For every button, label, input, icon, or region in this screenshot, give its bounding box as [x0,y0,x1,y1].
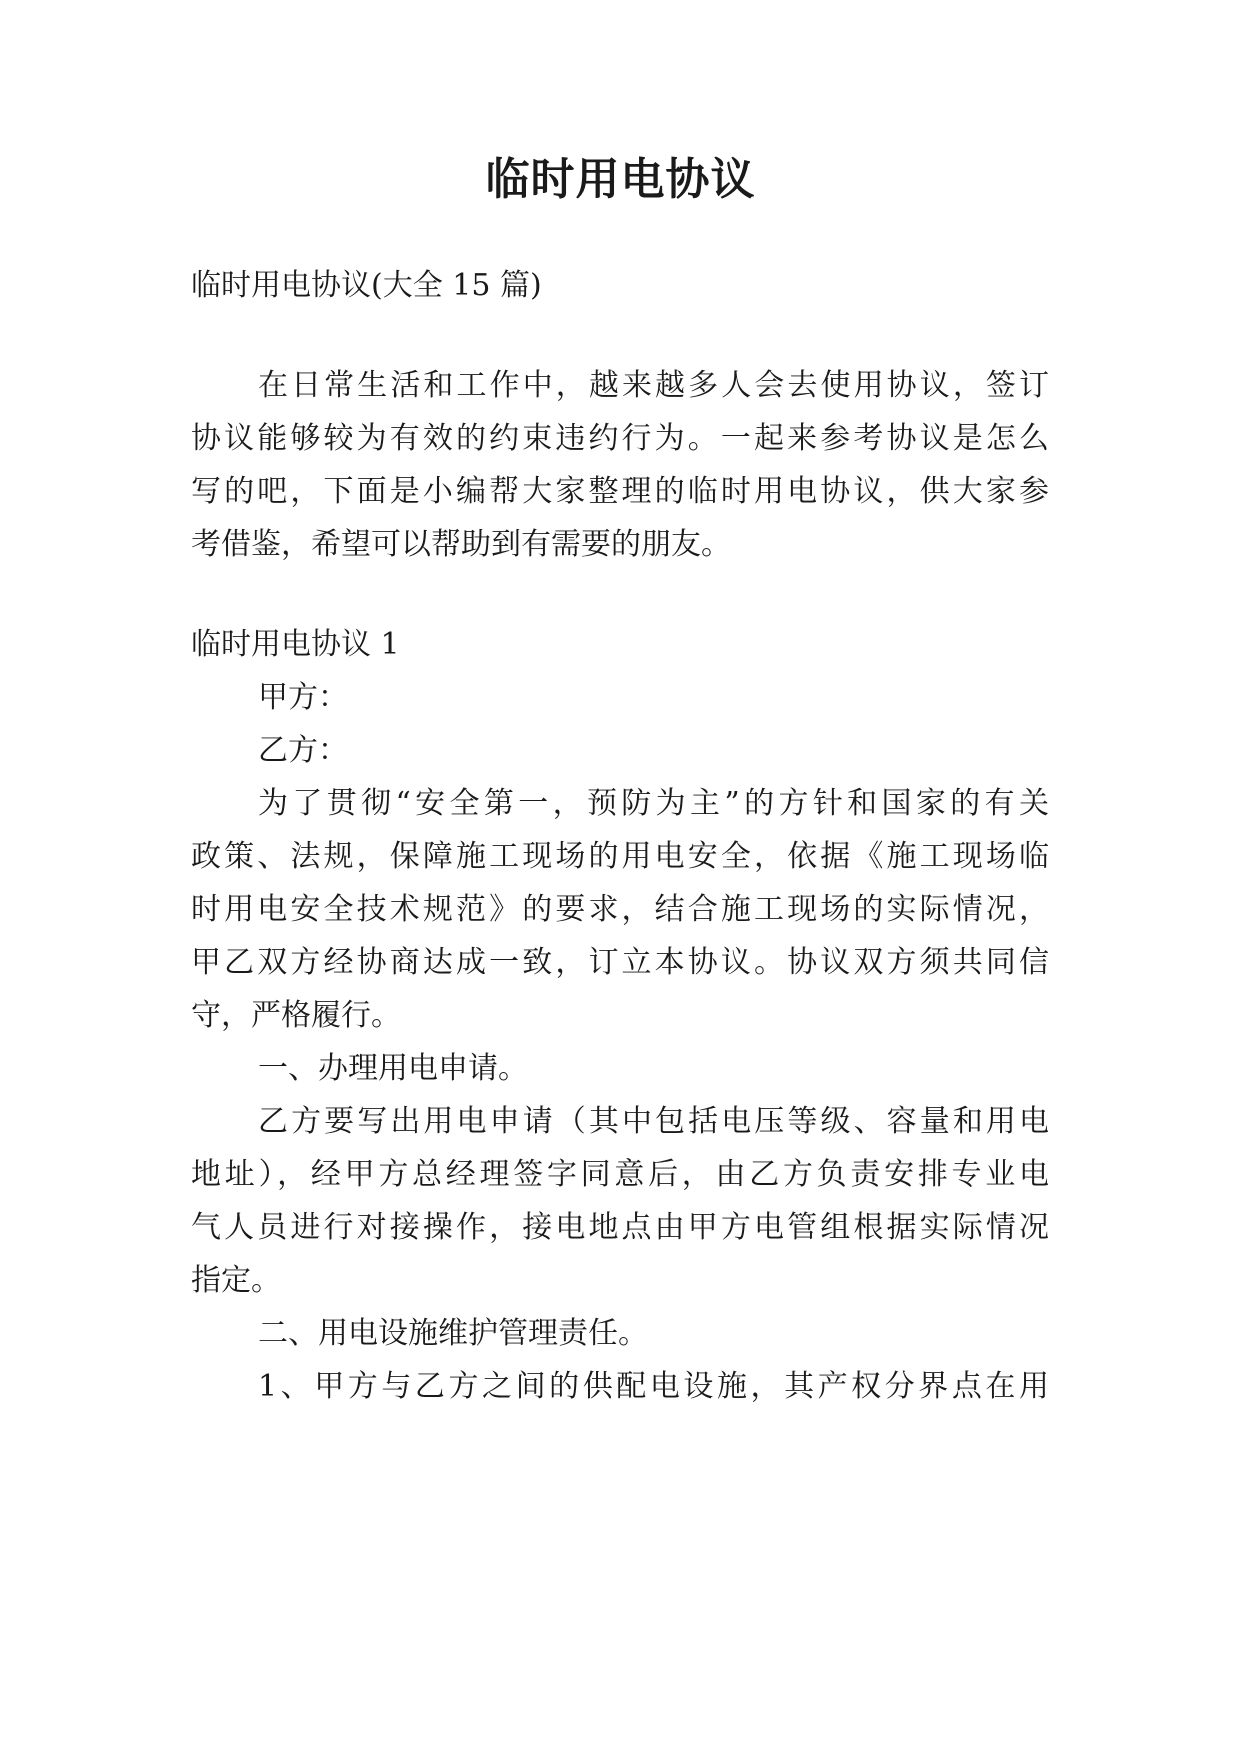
document-title: 临时用电协议 [485,154,756,205]
clause-1-line: 地址），经甲方总经理签字同意后，由乙方负责安排专业电 [191,1157,1049,1192]
intro-line: 协议能够较为有效的约束违约行为。一起来参考协议是怎么 [191,421,1049,456]
party-a-label: 甲方： [258,680,348,715]
preamble-line: 为了贯彻“安全第一，预防为主”的方针和国家的有关 [258,786,1049,821]
clause-2-heading: 二、用电设施维护管理责任。 [258,1316,648,1351]
clause-2-item-1: 1、甲方与乙方之间的供配电设施，其产权分界点在用 [258,1369,1049,1404]
clause-1-line: 气人员进行对接操作，接电地点由甲方电管组根据实际情况 [191,1210,1049,1245]
party-b-label: 乙方： [258,733,348,768]
document-subtitle: 临时用电协议(大全 15 篇) [191,268,542,303]
intro-line: 写的吧，下面是小编帮大家整理的临时用电协议，供大家参 [191,474,1049,509]
clause-1-line: 乙方要写出用电申请（其中包括电压等级、容量和用电 [258,1104,1049,1139]
clause-1-line: 指定。 [191,1263,281,1298]
preamble-line: 政策、法规，保障施工现场的用电安全，依据《施工现场临 [191,839,1049,874]
section-heading: 临时用电协议 1 [191,627,400,662]
intro-line: 考借鉴，希望可以帮助到有需要的朋友。 [191,527,731,562]
intro-line: 在日常生活和工作中，越来越多人会去使用协议，签订 [258,368,1049,403]
clause-1-heading: 一、办理用电申请。 [258,1051,528,1086]
preamble-line: 时用电安全技术规范》的要求，结合施工现场的实际情况， [191,892,1049,927]
preamble-line: 守，严格履行。 [191,998,401,1033]
preamble-line: 甲乙双方经协商达成一致，订立本协议。协议双方须共同信 [191,945,1049,980]
